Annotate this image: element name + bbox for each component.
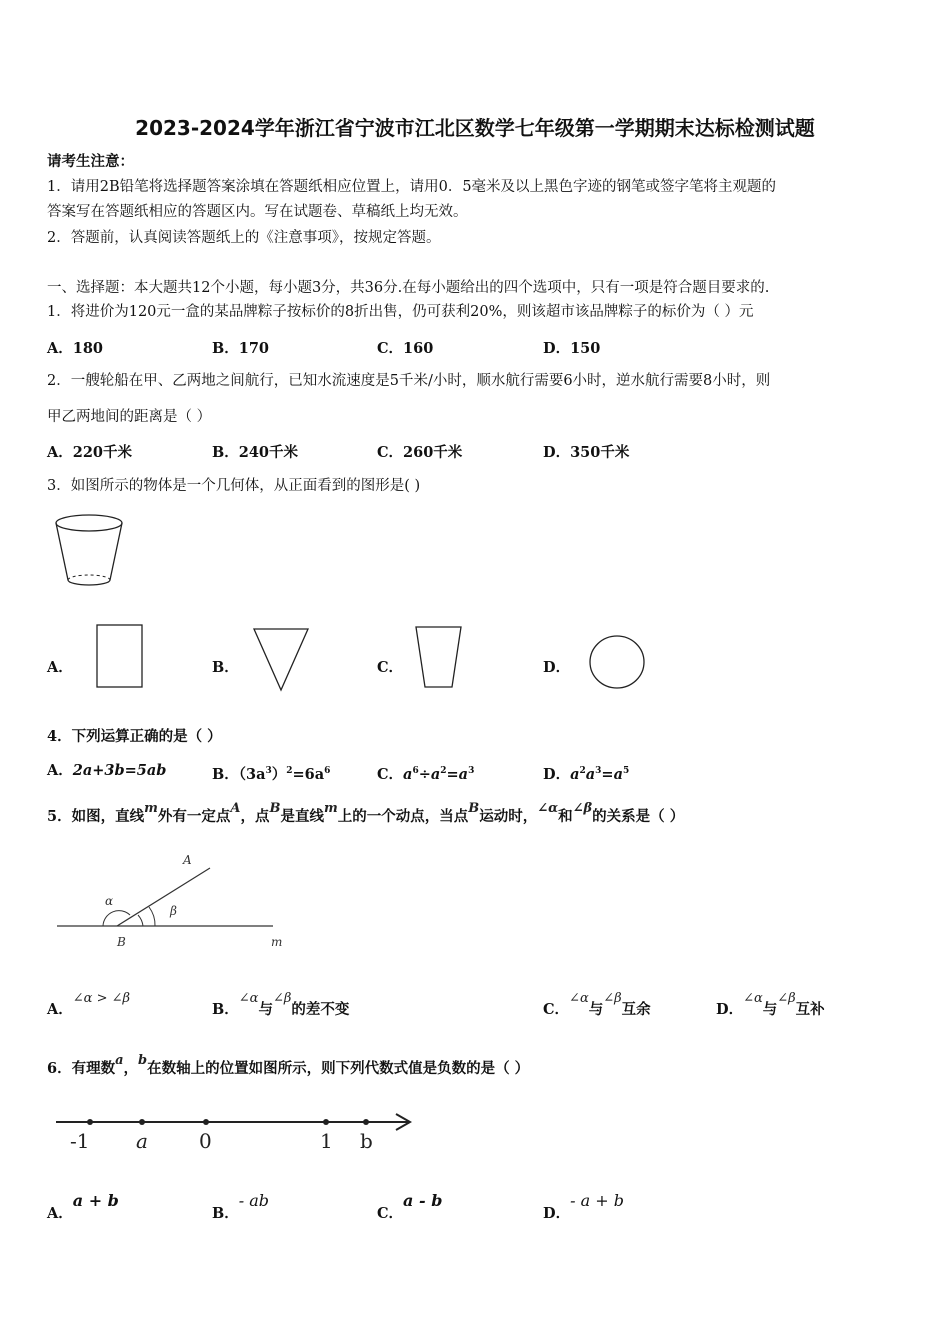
q4-option-c-exp2: 2 [440,766,447,776]
q5-stem-part3: ，点 [240,808,270,825]
q3-option-b-triangle [252,627,310,693]
q5-option-b-beta: ∠β [272,991,292,1006]
q6-tick-1 [323,1119,329,1125]
q5-option-b-label: B． [212,1001,239,1018]
q5-option-d [716,991,825,1021]
q1-option-a: A．180 [47,340,104,357]
q4-option-d-part2: a [585,765,596,783]
q6-option-c-label: C． [377,1205,404,1222]
q4-option-d-part3: =a [601,765,623,783]
q5-stem-part4: 是直线 [280,808,324,825]
q5-fig-label-a: A [183,853,192,867]
q4-option-c-exp3: 3 [468,766,475,776]
q4-option-b-part3: =6a [292,765,325,783]
q4-option-d-exp2: 3 [595,766,602,776]
q6-option-d-expr: - a + b [570,1191,624,1210]
q6-option-c [377,1191,443,1224]
notice-line-2: 2．答题前，认真阅读答题纸上的《注意事项》，按规定答题。 [47,230,441,246]
q4-option-a-expr: 2a+3b=5ab [72,762,167,779]
q5-option-c-beta: ∠β [603,991,622,1006]
q4-option-b-label: B． [212,765,239,783]
notice-line-1b: 答案写在答题纸相应的答题区内。写在试题卷、草稿纸上均无效。 [47,204,468,220]
q2-stem-line2: 甲乙两地间的距离是（ ） [47,409,212,425]
q3-option-d-label: D． [543,659,571,676]
q5-option-b [212,991,350,1021]
q2-option-b: B．240千米 [212,444,299,461]
q2-option-d: D．350千米 [543,444,630,461]
q5-option-a [47,991,131,1021]
q6-label-0: 0 [199,1129,212,1153]
q6-stem-part2: 在数轴上的位置如图所示，则下列代数式值是负数的是（ ） [147,1060,530,1077]
q5-option-a-expr: ∠α > ∠β [72,991,131,1006]
q5-stem-point-b: B [269,801,281,816]
q6-label-1: 1 [320,1129,333,1153]
q4-option-b [212,761,330,785]
q5-option-b-alpha: ∠α [238,991,259,1006]
q4-option-c-part3: =a [446,765,469,783]
q5-option-d-beta: ∠β [777,991,796,1006]
q4-option-b-part1: （3a [238,765,266,783]
q6-option-a-label: A． [47,1205,73,1222]
q3-stem: 3．如图所示的物体是一个几何体，从正面看到的图形是( ) [47,478,421,494]
q5-option-c [543,991,651,1021]
q4-option-c-exp1: 6 [412,766,419,776]
q5-option-d-yu: 与 [762,1001,778,1018]
q4-option-c [377,761,474,785]
q1-option-b: B．170 [212,340,270,357]
q5-stem-point-a: A [230,801,241,816]
q5-option-d-alpha: ∠α [743,991,763,1006]
q4-option-b-exp1: 3 [265,766,272,776]
q5-stem-part1: 5．如图，直线 [47,808,145,825]
q6-option-d-label: D． [543,1205,571,1222]
q5-stem-point-b2: B [468,801,480,816]
q4-option-d-exp3: 5 [622,766,630,776]
q4-option-c-part2: ÷a [418,765,441,783]
q6-tick-a [139,1119,145,1125]
q3-option-a-rectangle [96,624,144,688]
q6-option-d [543,1191,624,1224]
q5-fig-label-beta: β [170,904,177,918]
q4-option-d-exp1: 2 [579,766,586,776]
q4-stem: 4．下列运算正确的是（ ） [47,728,222,745]
q5-option-d-label: D． [716,1001,744,1018]
q5-stem-m: m [144,801,158,816]
q1-option-d: D．150 [543,340,601,357]
q3-cup-figure [52,512,127,588]
notice-heading: 请考生注意： [47,153,134,170]
q2-option-a: A．220千米 [47,444,133,461]
q6-option-a [47,1191,119,1224]
q4-option-c-part1: a [403,765,413,783]
q6-option-b [212,1191,270,1224]
q6-stem [47,1053,530,1080]
q4-option-c-label: C． [377,765,404,783]
q6-label-b: b [360,1129,373,1153]
q5-option-c-yu: 与 [588,1001,604,1018]
q4-option-d-label: D． [543,765,571,783]
q1-stem: 1．将进价为120元一盒的某品牌粽子按标价的8折出售，仍可获利20%，则该超市该品牌粽子的标价为（ ）元 [47,304,754,320]
q6-option-b-expr: - ab [238,1191,270,1210]
q6-tick-b [363,1119,369,1125]
q5-stem-alpha: ∠α [537,801,559,816]
q6-tick-neg1 [87,1119,93,1125]
q4-option-b-exp3: 6 [324,766,331,776]
q5-option-b-tail: 的差不变 [291,1001,350,1018]
q3-option-c-trapezoid [414,625,464,689]
q6-option-b-label: B． [212,1205,239,1222]
q6-label-a: a [136,1129,148,1153]
q5-option-b-yu: 与 [258,1001,273,1018]
q6-option-a-expr: a + b [72,1191,119,1210]
q4-option-a-label: A． [47,762,73,779]
q5-stem-part5: 上的一个动点，当点 [337,808,469,825]
q5-fig-label-b: B [117,935,126,949]
q5-stem-part6: 运动时， [479,808,538,825]
q1-option-c: C．160 [377,340,434,357]
q4-option-a [47,761,166,781]
q5-option-a-label: A． [47,1001,73,1018]
q3-option-b-label: B． [212,659,239,676]
q3-option-c-label: C． [377,659,404,676]
q5-fig-label-m: m [271,935,283,949]
q5-stem-part2: 外有一定点 [157,808,231,825]
q5-angle-figure [55,852,295,952]
q6-stem-a: a [115,1053,124,1068]
q5-stem-part7: 的关系是（ ） [592,808,685,825]
q5-option-d-tail: 互补 [795,1001,825,1018]
q4-option-d-part1: a [570,765,580,783]
q4-option-b-part2: ） [271,765,287,783]
q3-option-d-circle [589,635,647,691]
q5-stem-m2: m [323,801,338,816]
notice-line-1a: 1．请用2B铅笔将选择题答案涂填在答题纸相应位置上，请用0．5毫米及以上黑色字迹的钢笔或签字笔将主观题的 [47,179,777,195]
q2-option-c: C．260千米 [377,444,463,461]
q6-number-line [52,1108,422,1156]
q3-option-a-label: A． [47,659,73,676]
section-heading: 一、选择题：本大题共12个小题，每小题3分，共36分.在每小题给出的四个选项中，只有一项是符合题目要求的. [47,280,770,296]
q5-stem [47,801,685,828]
q5-option-c-alpha: ∠α [569,991,589,1006]
q4-option-b-exp2: 2 [286,766,293,776]
q5-fig-label-alpha: α [105,894,114,908]
q2-stem-line1: 2．一艘轮船在甲、乙两地之间航行，已知水流速度是5千米/小时，顺水航行需要6小时，逆水航行需要8小时，则 [47,373,771,389]
q6-option-c-expr: a - b [403,1191,443,1210]
q5-stem-and: 和 [558,808,573,825]
q6-stem-part1: 6．有理数 [47,1060,116,1077]
q4-option-d [543,761,629,785]
q5-option-c-label: C． [543,1001,570,1018]
q5-option-c-tail: 互余 [621,1001,651,1018]
q6-tick-0 [203,1119,209,1125]
q6-stem-comma: ， [123,1060,139,1077]
q6-stem-b: b [138,1053,148,1068]
page-title: 2023-2024学年浙江省宁波市江北区数学七年级第一学期期末达标检测试题 [135,116,815,140]
q6-label-neg1: -1 [70,1129,90,1153]
q5-stem-beta: ∠β [572,801,593,816]
